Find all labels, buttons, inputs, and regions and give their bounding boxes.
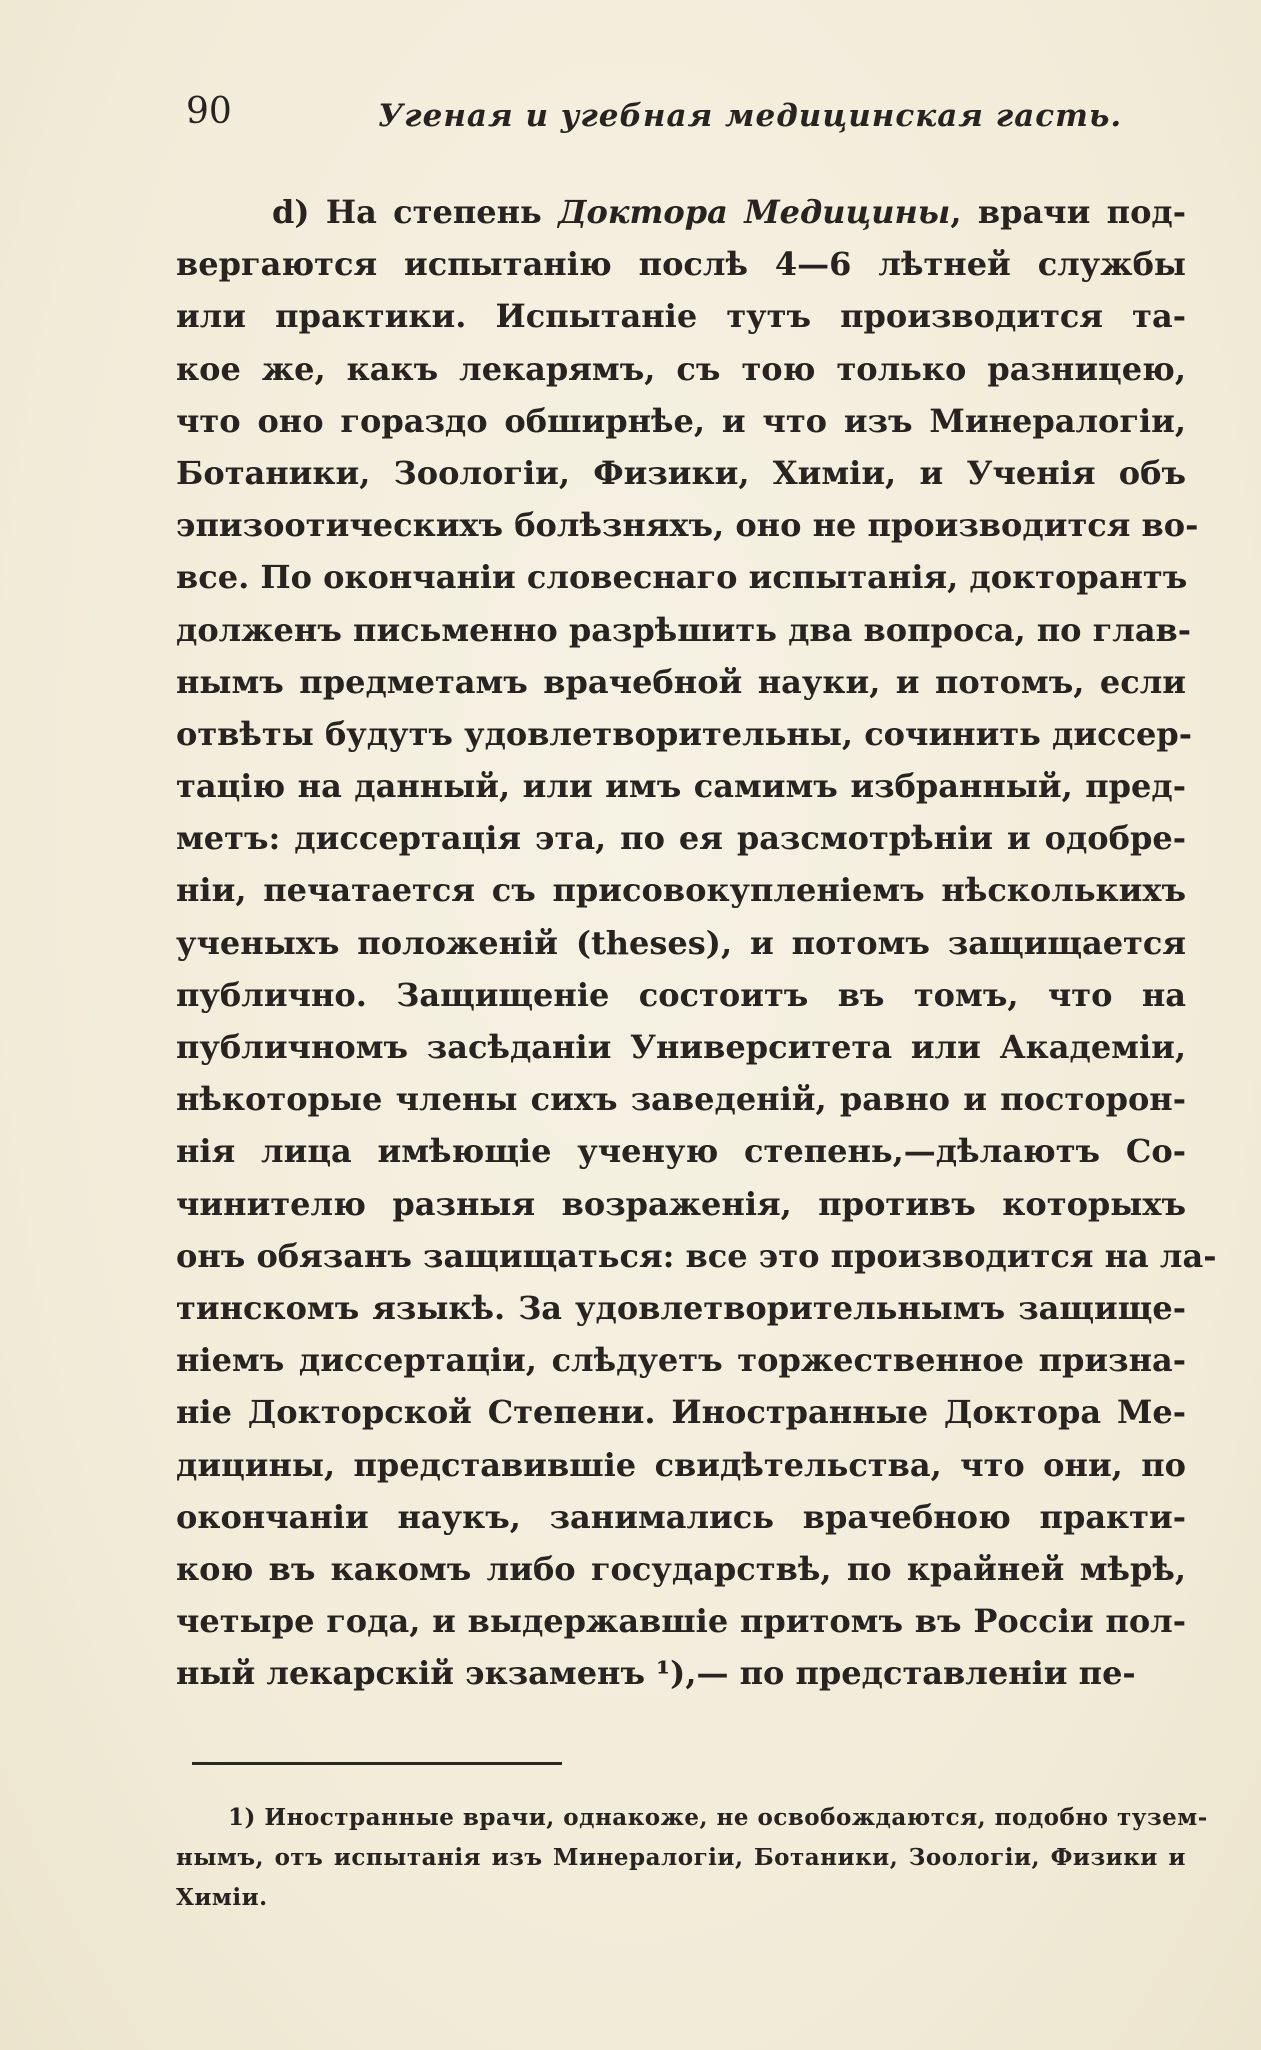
text-line: ный лекарскій экзаменъ ¹),— по представленіи пе- bbox=[176, 1654, 1136, 1693]
text-line: долженъ письменно разрѣшить два вопроса, по глав- bbox=[176, 610, 1192, 649]
text-line: эпизоотическихъ болѣзняхъ, оно не производится во- bbox=[176, 506, 1199, 545]
running-title: Угеная и угебная медицинская гасть. bbox=[378, 98, 1123, 134]
text-line: ученыхъ положеній (theses), и потомъ защищается bbox=[176, 923, 1186, 962]
text-line: публично. Защищеніе состоитъ въ томъ, что на bbox=[176, 975, 1186, 1014]
text-line: ніи, печатается съ присовокупленіемъ нѣсколькихъ bbox=[176, 871, 1186, 910]
text-line: или практики. Испытаніе тутъ производится та- bbox=[176, 297, 1186, 336]
text-line: чинителю разныя возраженія, противъ которыхъ bbox=[176, 1184, 1186, 1223]
text-line: что оно гораздо обширнѣе, и что изъ Минералогіи, bbox=[176, 401, 1186, 440]
text-line: кое же, какъ лекарямъ, съ тою только разницею, bbox=[176, 349, 1186, 388]
text-line: ніемъ диссертаціи, слѣдуетъ торжественное призна- bbox=[176, 1341, 1186, 1380]
text-line: кою въ какомъ либо государствѣ, по крайней мѣрѣ, bbox=[176, 1549, 1186, 1588]
text-line: онъ обязанъ защищаться: все это производится на ла- bbox=[176, 1236, 1217, 1275]
main-text bbox=[176, 186, 1217, 1699]
text-line: метъ: диссертація эта, по ея разсмотрѣніи и одобре- bbox=[176, 819, 1186, 858]
text-line: тинскомъ языкѣ. За удовлетворительнымъ защище- bbox=[176, 1288, 1186, 1327]
text-line: отвѣты будутъ удовлетворительны, сочинить диссер- bbox=[176, 714, 1193, 753]
page-number: 90 bbox=[186, 91, 232, 132]
text-line: публичномъ засѣданіи Университета или Академіи, bbox=[176, 1028, 1186, 1066]
text-line: ніе Докторской Степени. Иностранные Доктора Ме- bbox=[176, 1393, 1186, 1432]
text-line: четыре года, и выдержавшіе притомъ въ Россіи пол- bbox=[176, 1602, 1186, 1641]
text-line: нѣкоторые члены сихъ заведеній, равно и посторон- bbox=[176, 1080, 1186, 1119]
text-line: все. По окончаніи словеснаго испытанія, докторантъ bbox=[176, 558, 1188, 597]
footnote-line: 1) Иностранные врачи, однакоже, не освобождаются, подобно тузем- bbox=[228, 1804, 1208, 1831]
footnote-line: Химіи. bbox=[176, 1884, 268, 1911]
text-line: тацію на данный, или имъ самимъ избранный, пред- bbox=[176, 767, 1186, 806]
text-line: нымъ предметамъ врачебной науки, и потомъ, если bbox=[176, 662, 1186, 701]
text-line: вергаются испытанію послѣ 4—6 лѣтней службы bbox=[176, 245, 1186, 284]
text-line: Ботаники, Зоологіи, Физики, Химіи, и Ученія объ bbox=[176, 453, 1186, 492]
text-line: нія лица имѣющіе ученую степень,—дѣлаютъ Со- bbox=[176, 1132, 1186, 1171]
footnote-line: нымъ, отъ испытанія изъ Минералогіи, Ботаники, Зоологіи, Физики и bbox=[176, 1844, 1186, 1871]
page-header bbox=[186, 92, 1186, 152]
text-line: окончаніи наукъ, занимались врачебною практи- bbox=[176, 1497, 1186, 1536]
footnote-divider bbox=[192, 1762, 562, 1765]
text-line: дицины, представившіе свидѣтельства, что они, по bbox=[176, 1445, 1186, 1484]
text-line: d) На степень Доктора Медицины, врачи под- bbox=[272, 193, 1187, 231]
footnote bbox=[176, 1798, 1208, 1918]
